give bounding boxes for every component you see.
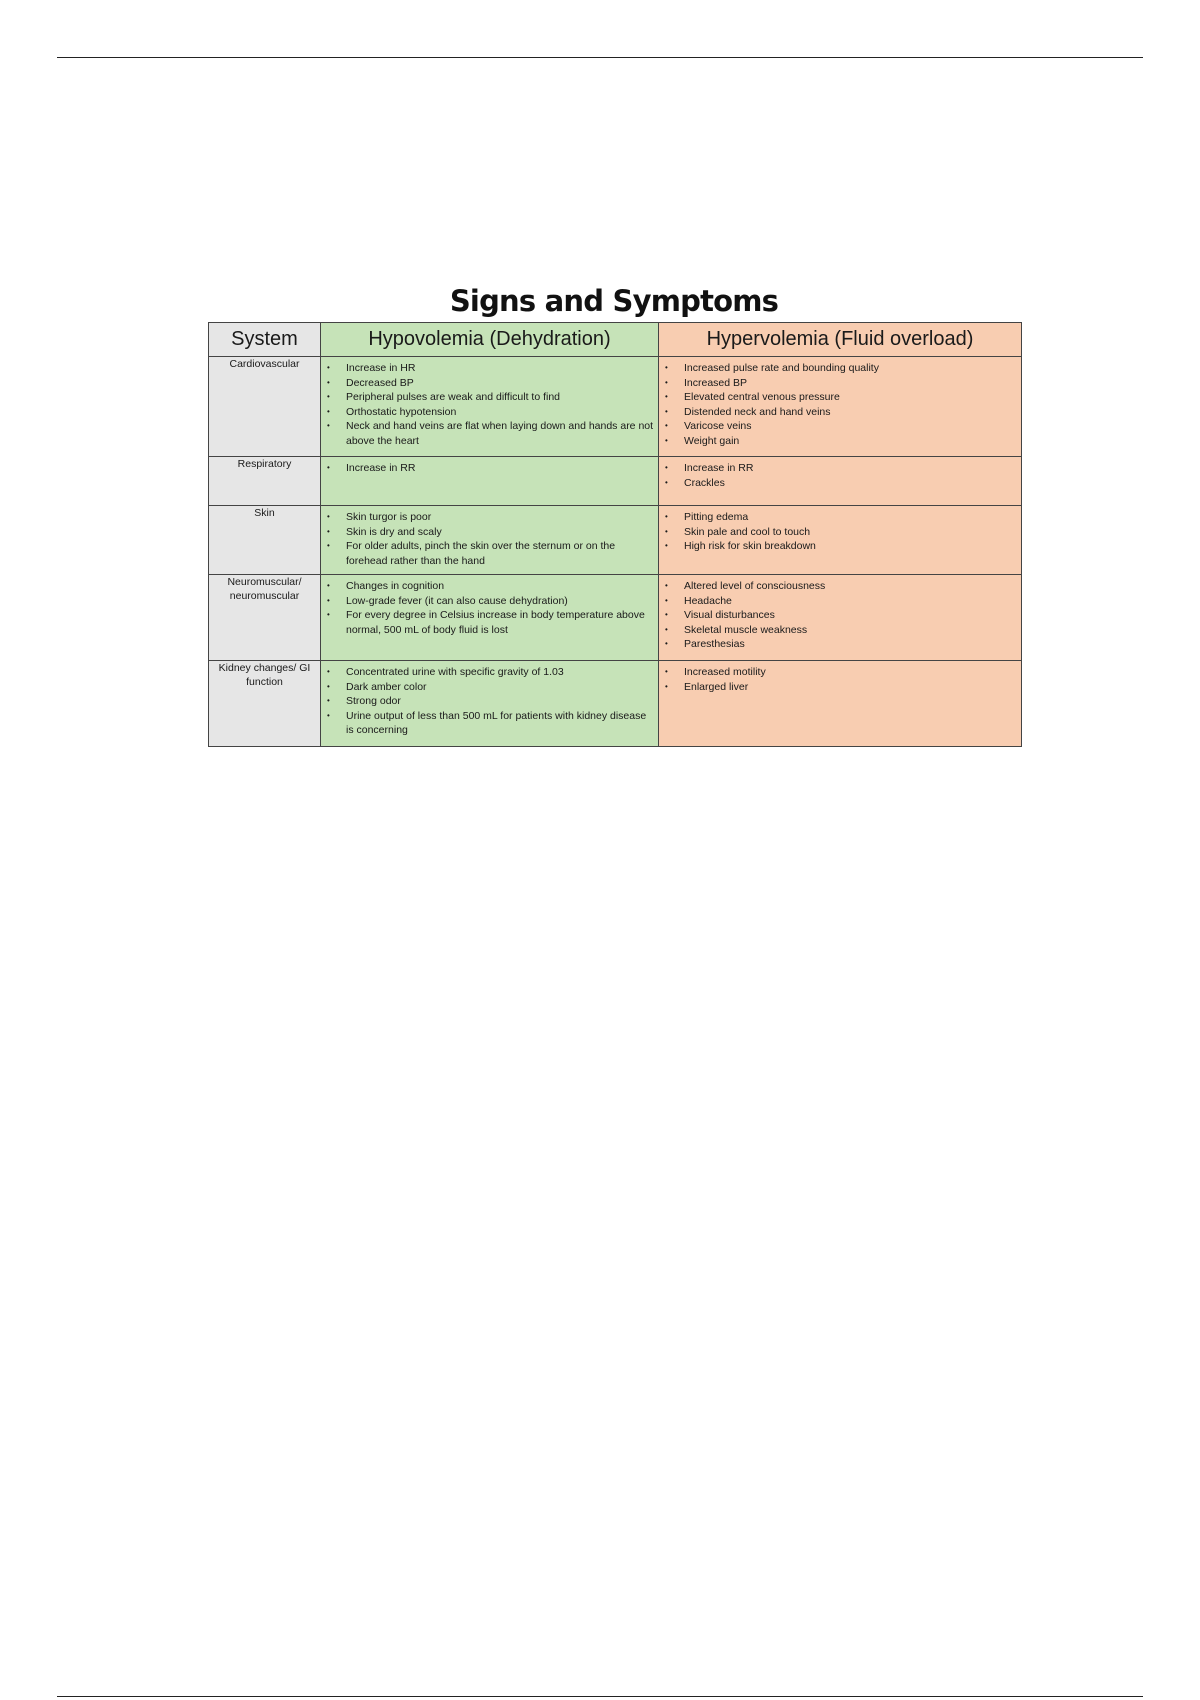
table-row bbox=[209, 357, 1022, 457]
list-item: • Orthostatic hypotension bbox=[321, 405, 654, 420]
list-item: • Weight gain bbox=[659, 434, 1017, 449]
symptom-list bbox=[659, 661, 1021, 698]
system-cell: Respiratory bbox=[209, 457, 321, 506]
list-item: • Low-grade fever (it can also cause dehydration) bbox=[321, 594, 654, 609]
header-system: System bbox=[209, 323, 321, 357]
table-row bbox=[209, 506, 1022, 575]
hypovolemia-cell bbox=[321, 575, 659, 661]
list-item: • Dark amber color bbox=[321, 680, 654, 695]
table-row bbox=[209, 457, 1022, 506]
symptom-list bbox=[321, 661, 658, 742]
list-item: • Pitting edema bbox=[659, 510, 1017, 525]
list-item: • Increased BP bbox=[659, 376, 1017, 391]
system-cell: Neuromuscular/ neuromuscular bbox=[209, 575, 321, 661]
symptom-list bbox=[659, 457, 1021, 494]
list-item: • Distended neck and hand veins bbox=[659, 405, 1017, 420]
hypervolemia-cell bbox=[659, 575, 1022, 661]
symptom-list bbox=[659, 357, 1021, 453]
header-hypervolemia: Hypervolemia (Fluid overload) bbox=[659, 323, 1022, 357]
hypervolemia-cell bbox=[659, 357, 1022, 457]
hypervolemia-cell bbox=[659, 506, 1022, 575]
list-item: • Increase in RR bbox=[321, 461, 654, 476]
list-item: • Skin pale and cool to touch bbox=[659, 525, 1017, 540]
list-item: • Altered level of consciousness bbox=[659, 579, 1017, 594]
hypervolemia-cell bbox=[659, 457, 1022, 506]
symptom-list bbox=[659, 506, 1021, 558]
symptom-list bbox=[321, 457, 658, 480]
list-item: • Enlarged liver bbox=[659, 680, 1017, 695]
list-item: • Increase in HR bbox=[321, 361, 654, 376]
list-item: • Visual disturbances bbox=[659, 608, 1017, 623]
system-cell: Kidney changes/ GI function bbox=[209, 661, 321, 747]
list-item: • For older adults, pinch the skin over the sternum or on the forehead rather than the hand bbox=[321, 539, 654, 568]
list-item: • High risk for skin breakdown bbox=[659, 539, 1017, 554]
list-item: • Skeletal muscle weakness bbox=[659, 623, 1017, 638]
list-item: • Varicose veins bbox=[659, 419, 1017, 434]
list-item: • Concentrated urine with specific gravity of 1.03 bbox=[321, 665, 654, 680]
list-item: • Increased motility bbox=[659, 665, 1017, 680]
hypovolemia-cell bbox=[321, 357, 659, 457]
signs-symptoms-table bbox=[208, 322, 1022, 747]
list-item: • Crackles bbox=[659, 476, 1017, 491]
hypovolemia-cell bbox=[321, 506, 659, 575]
list-item: • Neck and hand veins are flat when laying down and hands are not above the heart bbox=[321, 419, 654, 448]
table-row bbox=[209, 575, 1022, 661]
header-hypovolemia: Hypovolemia (Dehydration) bbox=[321, 323, 659, 357]
list-item: • Increase in RR bbox=[659, 461, 1017, 476]
list-item: • Headache bbox=[659, 594, 1017, 609]
system-cell: Skin bbox=[209, 506, 321, 575]
system-cell: Cardiovascular bbox=[209, 357, 321, 457]
list-item: • Increased pulse rate and bounding quality bbox=[659, 361, 1017, 376]
hypovolemia-cell bbox=[321, 457, 659, 506]
list-item: • Peripheral pulses are weak and difficult to find bbox=[321, 390, 654, 405]
symptom-list bbox=[659, 575, 1021, 656]
list-item: • Skin turgor is poor bbox=[321, 510, 654, 525]
list-item: • Changes in cognition bbox=[321, 579, 654, 594]
list-item: • Urine output of less than 500 mL for patients with kidney disease is concerning bbox=[321, 709, 654, 738]
list-item: • Skin is dry and scaly bbox=[321, 525, 654, 540]
table-row bbox=[209, 661, 1022, 747]
symptom-list bbox=[321, 506, 658, 572]
footer-rule bbox=[57, 1696, 1143, 1697]
symptom-list bbox=[321, 575, 658, 641]
list-item: • Paresthesias bbox=[659, 637, 1017, 652]
header-rule bbox=[57, 57, 1143, 58]
list-item: • Elevated central venous pressure bbox=[659, 390, 1017, 405]
page-title: Signs and Symptoms bbox=[449, 284, 779, 318]
table-header-row bbox=[209, 323, 1022, 357]
symptom-list bbox=[321, 357, 658, 453]
list-item: • Decreased BP bbox=[321, 376, 654, 391]
hypovolemia-cell bbox=[321, 661, 659, 747]
list-item: • Strong odor bbox=[321, 694, 654, 709]
hypervolemia-cell bbox=[659, 661, 1022, 747]
list-item: • For every degree in Celsius increase in body temperature above normal, 500 mL of body fluid is lost bbox=[321, 608, 654, 637]
